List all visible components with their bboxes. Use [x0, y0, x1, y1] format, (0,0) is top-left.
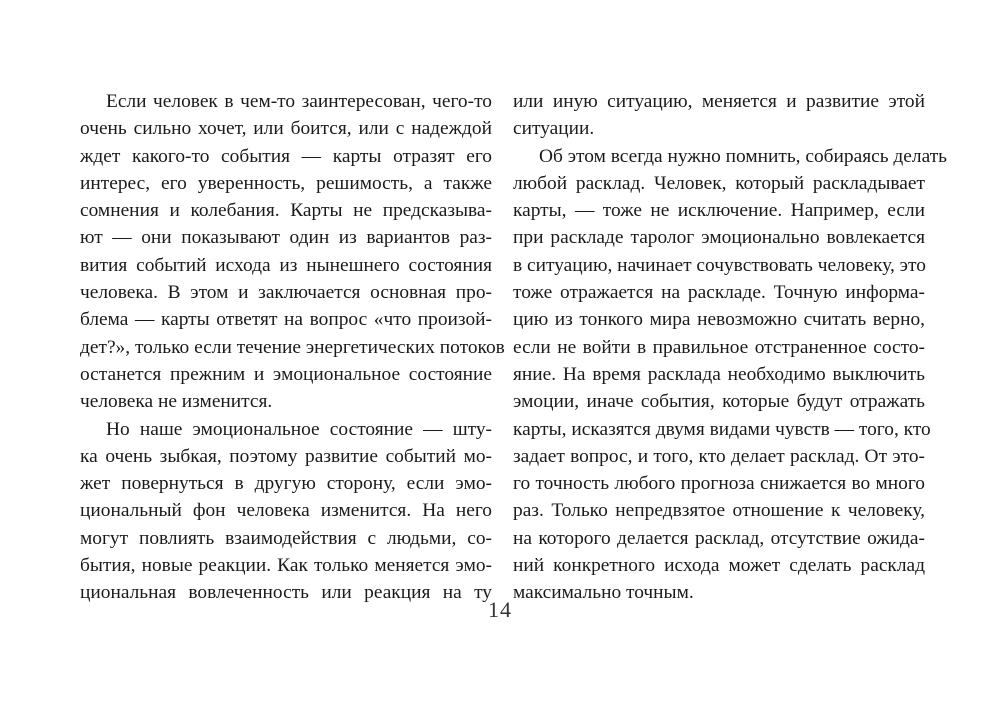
text-line: на которого делается расклад, отсутствие ожида- [513, 527, 925, 549]
text-line: циональная вовлеченность или реакция на ту [80, 582, 492, 604]
text-line: при раскладе таролог эмоционально вовлекается [513, 227, 925, 249]
text-line: циональный фон человека изменится. На него [80, 500, 492, 522]
text-line: очень сильно хочет, или боится, или с надеждой [80, 118, 492, 140]
text-line: ситуации. [513, 118, 595, 140]
text-line: могут повлиять взаимодействия с людьми, со- [80, 527, 492, 549]
text-line: если не войти в правильное отстраненное состо- [513, 336, 925, 358]
text-line: человека не изменится. [80, 391, 273, 413]
page-number: 14 [488, 597, 512, 622]
text-line: в ситуацию, начинает сочувствовать человеку, это [513, 254, 926, 276]
text-line: бытия, новые реакции. Как только меняется эмо- [80, 555, 492, 577]
text-line: задает вопрос, и того, кто делает расклад. От это- [513, 445, 925, 467]
text-line: Об этом всегда нужно помнить, собираясь делать [539, 145, 948, 167]
text-line: максимально точным. [513, 582, 694, 604]
text-line: или иную ситуацию, меняется и развитие этой [513, 91, 925, 112]
text-line: Но наше эмоциональное состояние — шту- [106, 418, 492, 440]
text-line: останется прежним и эмоциональное состояние [80, 363, 492, 385]
text-line: яние. На время расклада необходимо выключить [513, 363, 925, 385]
text-line: ждет какого-то события — карты отразят его [80, 145, 492, 167]
text-line: дет?», только если течение энергетических потоков [80, 336, 505, 358]
text-line: карты, — тоже не исключение. Например, если [513, 200, 925, 222]
left-text-column [80, 88, 505, 607]
text-line: тоже отражается на раскладе. Точную информа- [513, 282, 925, 304]
text-line: любой расклад. Человек, который раскладывает [513, 172, 925, 194]
text-line: вития событий исхода из нынешнего состояния [80, 254, 492, 276]
text-line: Если человек в чем-то заинтересован, чего-то [106, 91, 492, 112]
right-text-column [513, 88, 948, 607]
text-line: человека. В этом и заключается основная про- [80, 282, 492, 304]
text-line: го точность любого прогноза снижается во много [513, 473, 925, 495]
text-line: ка очень зыбкая, поэтому развитие событий мо- [80, 445, 492, 467]
text-line: интерес, его уверенность, решимость, а также [80, 172, 492, 194]
text-line: жет повернуться в другую сторону, если эмо- [80, 473, 492, 495]
text-line: ют — они показывают один из вариантов раз- [80, 227, 492, 249]
text-line: цию из тонкого мира невозможно считать верно, [513, 309, 925, 331]
text-line: карты, исказятся двумя видами чувств — того, кто [513, 418, 931, 440]
text-line: эмоции, иначе события, которые будут отражать [513, 391, 925, 413]
text-line: ний конкретного исхода может сделать расклад [513, 555, 925, 577]
text-line: сомнения и колебания. Карты не предсказыва- [80, 200, 492, 222]
text-line: раз. Только непредвзятое отношение к человеку, [513, 500, 925, 522]
text-line: блема — карты ответят на вопрос «что произой- [80, 309, 492, 331]
